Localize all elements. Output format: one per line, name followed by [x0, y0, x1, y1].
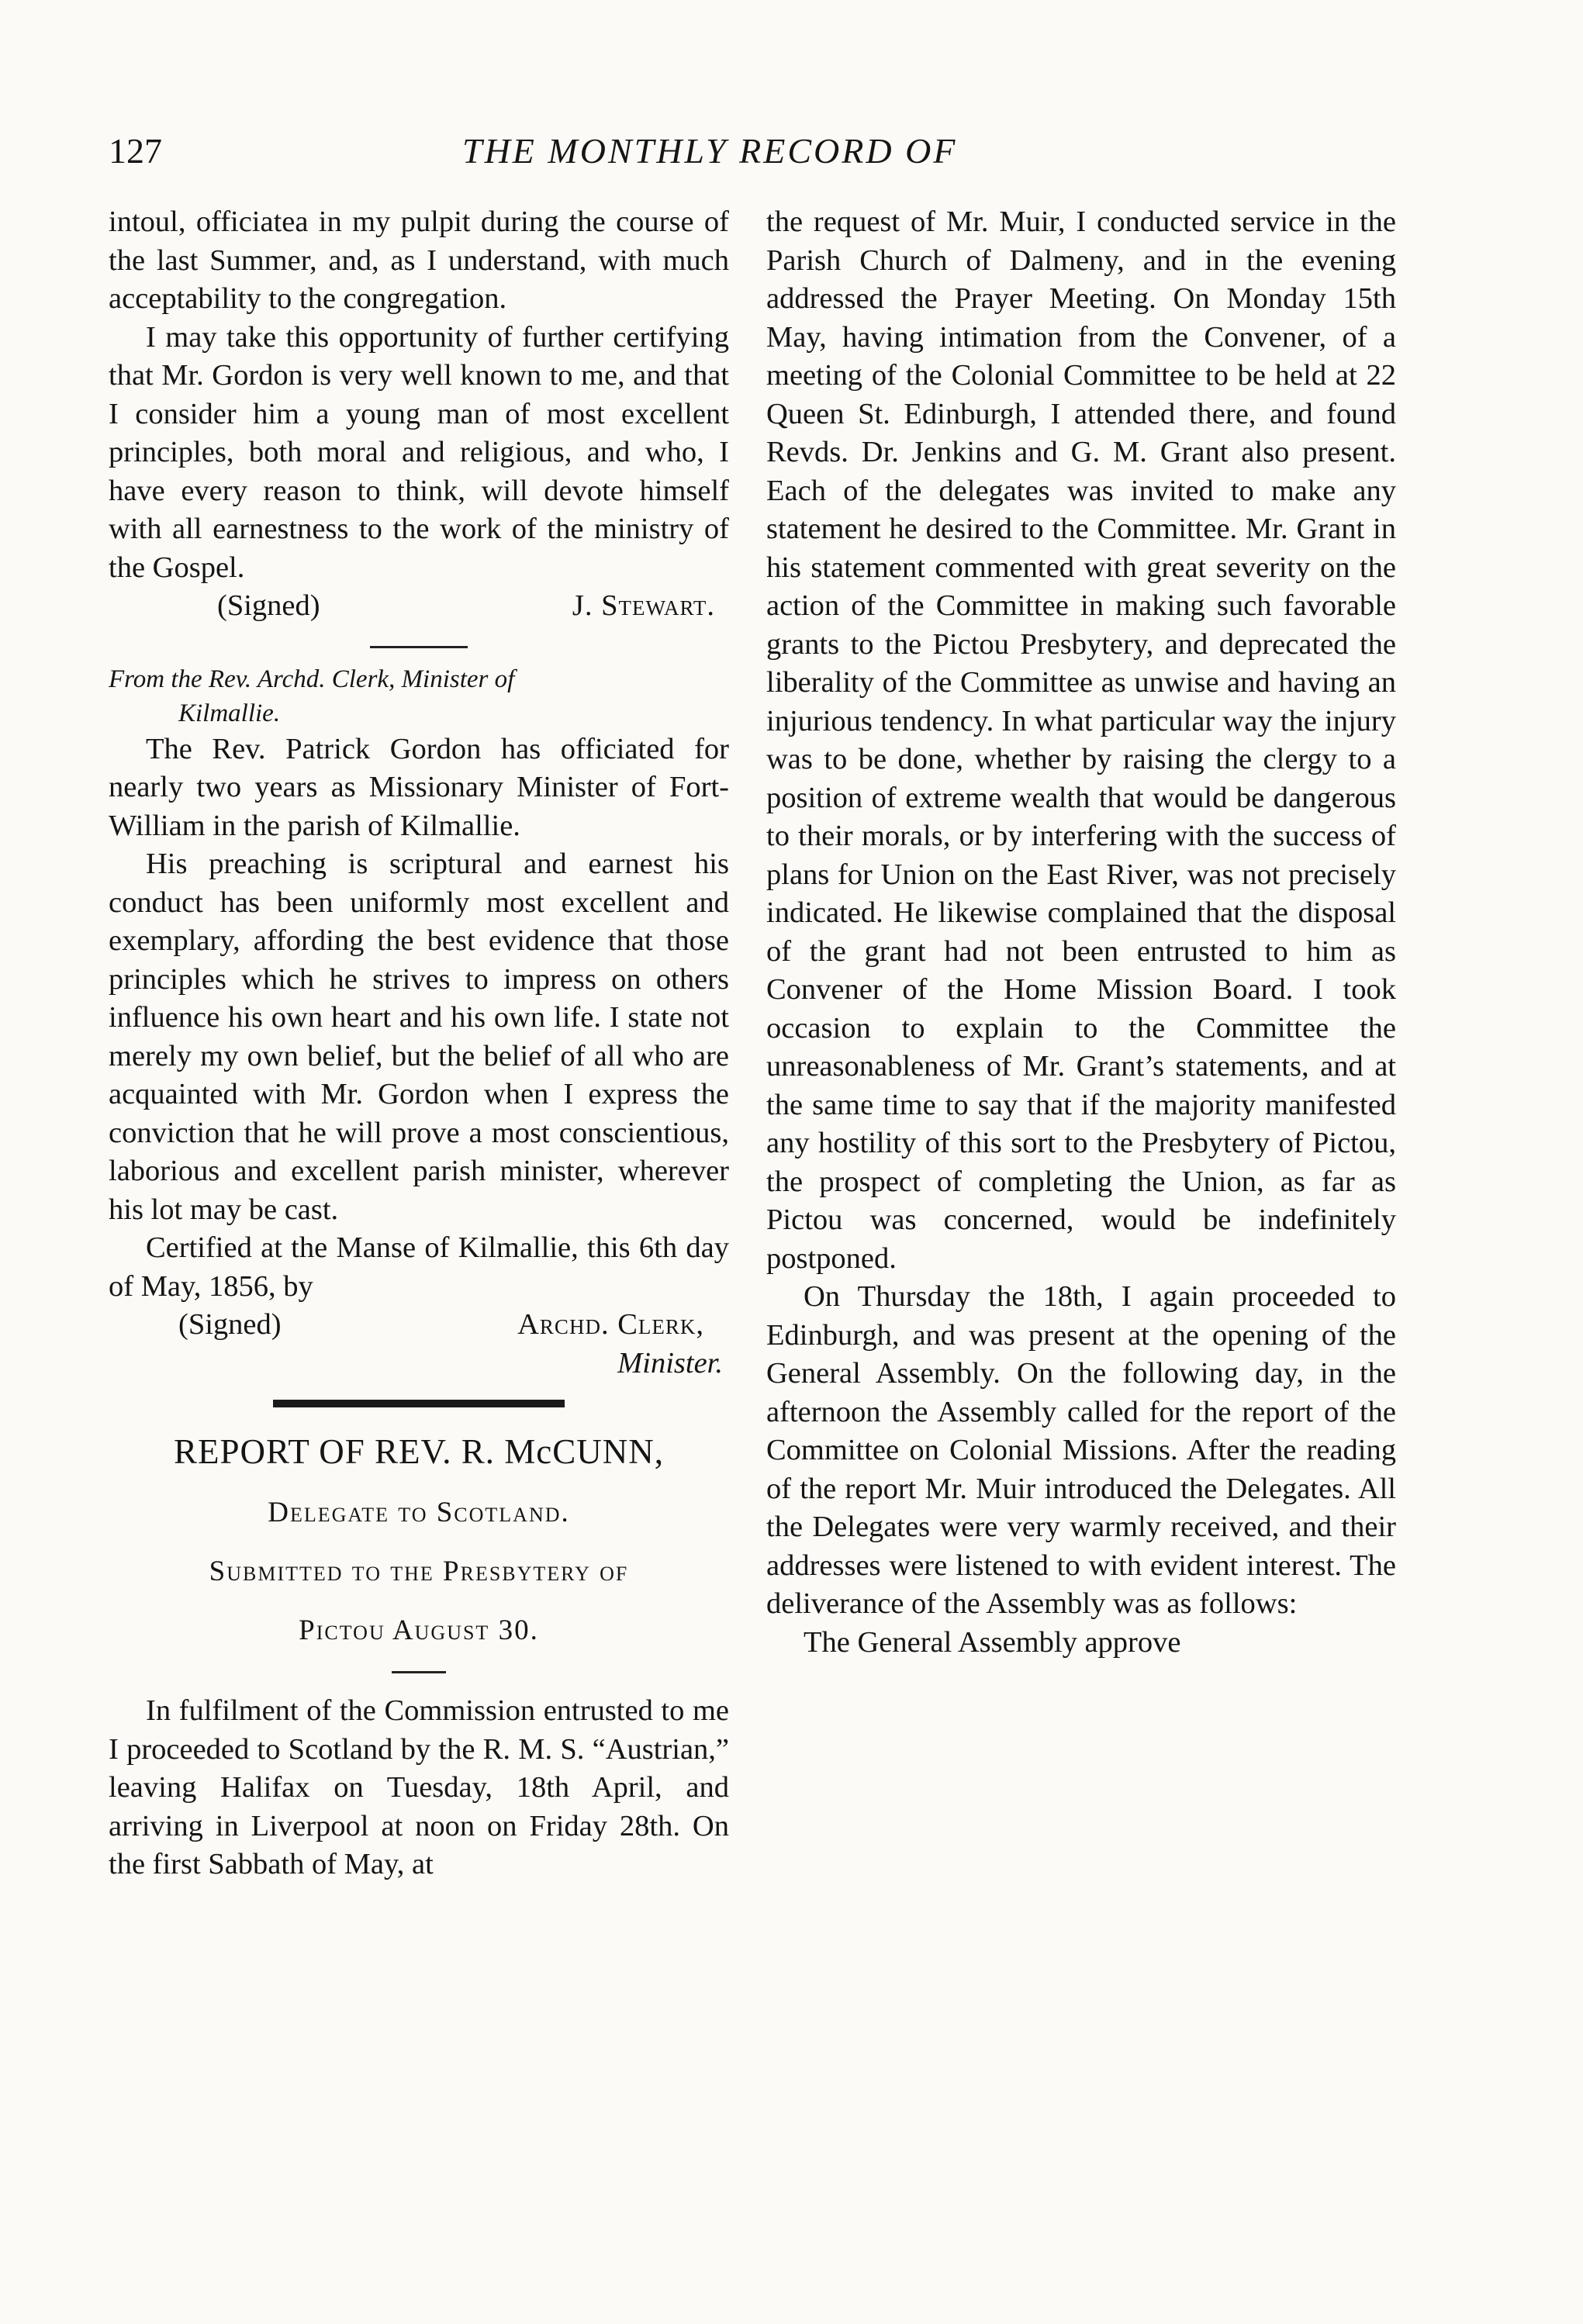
attribution-line — [109, 662, 729, 730]
paragraph: The Rev. Patrick Gordon has officiated for nearly two years as Missionary Minister of Fort-William in the parish of Kilmallie. — [109, 732, 729, 842]
divider — [370, 646, 468, 648]
signatory-name: J. Stewart. — [572, 589, 715, 622]
paragraph: Certified at the Manse of Kilmallie, this 6th day of May, 1856, by — [109, 1231, 729, 1303]
page-header — [109, 130, 1396, 185]
signature-line — [109, 587, 729, 626]
report-title: REPORT OF REV. R. McCUNN, — [174, 1432, 664, 1471]
section-divider — [273, 1400, 565, 1407]
signed-label: (Signed) — [178, 1308, 282, 1341]
paragraph: I may take this opportunity of further certifying that Mr. Gordon is very well known to me, and that I consider him a young man of most excellent principles, both moral and religious, and who, I have every reason to think, will devote himself with all earnestness to the work of the ministry of the Gospel. — [109, 320, 729, 584]
divider — [392, 1671, 446, 1673]
attribution-text: From the Rev. Archd. Clerk, Minister of — [109, 665, 515, 693]
attribution-place: Kilmallie. — [178, 699, 281, 727]
right-column — [766, 203, 1396, 1662]
signatory-title: Minister. — [617, 1346, 723, 1380]
subheading: Delegate to Scotland. — [268, 1497, 570, 1528]
paragraph: In fulfilment of the Commission entrusted to me I proceeded to Scotland by the R. M. S. “Austrian,” leaving Halifax on Tuesday, 18th April, and arriving in Liverpool at noon on Friday 28th. On the first Sabbath of May, at — [109, 1694, 729, 1880]
signatory-name: Archd. Clerk, — [517, 1308, 704, 1341]
paragraph: The General Assembly approve — [804, 1625, 1181, 1659]
signed-label: (Signed) — [217, 589, 320, 622]
running-head: THE MONTHLY RECORD OF — [462, 131, 958, 171]
signature-line — [109, 1306, 729, 1345]
paragraph: On Thursday the 18th, I again proceeded to Edinburgh, and was present at the opening of the General Assembly. On the following day, in the afternoon the Assembly called for the report of the Committee on Colonial Missions. After the reading of the report Mr. Muir introduced the Delegates. All the Delegates were very warmly received, and their addresses were listened to with evident interest. The deliverance of the Assembly was as follows: — [766, 1280, 1396, 1620]
left-column — [109, 203, 729, 1884]
paragraph: intoul, officiatea in my pulpit during the course of the last Summer, and, as I understand, with much acceptability to the congregation. — [109, 205, 729, 315]
subheading: Pictou August 30. — [299, 1614, 539, 1646]
page-number: 127 — [109, 131, 162, 171]
subheading: Submitted to the Presbytery of — [209, 1556, 629, 1587]
paragraph: His preaching is scriptural and earnest his conduct has been uniformly most excellent and exemplary, affording the best evidence that those principles which he strives to impress on others influence his own heart and his own life. I state not merely my own belief, but the belief of all who are acquainted with Mr. Gordon when I express the conviction that he will prove a most conscientious, laborious and excellent parish minister, wherever his lot may be cast. — [109, 848, 729, 1226]
paragraph: the request of Mr. Muir, I conducted service in the Parish Church of Dalmeny, and in the evening addressed the Prayer Meeting. On Monday 15th May, having intimation from the Convener, of a meeting of the Colonial Committee to be held at 22 Queen St. Edinburgh, I attended there, and found Revds. Dr. Jenkins and G. M. Grant also present. Each of the delegates was invited to make any statement he desired to the Committee. Mr. Grant in his statement commented with great severity on the action of the Committee in making such favorable grants to the Pictou Presbytery, and deprecated the liberality of the Committee as unwise and having an injurious tendency. In what particular way the injury was to be done, whether by raising the clergy to a position of extreme wealth that would be dangerous to their morals, or by interfering with the success of plans for Union on the East River, was not precisely indicated. He likewise complained that the disposal of the grant had not been entrusted to him as Convener of the Home Mission Board. I took occasion to explain to the Committee the unreasonableness of Mr. Grant’s statements, and at the same time to say that if the majority manifested any hostility of this sort to the Presbytery of Pictou, the prospect of completing the Union, as far as Pictou was concerned, would be indefinitely postponed. — [766, 205, 1396, 1275]
